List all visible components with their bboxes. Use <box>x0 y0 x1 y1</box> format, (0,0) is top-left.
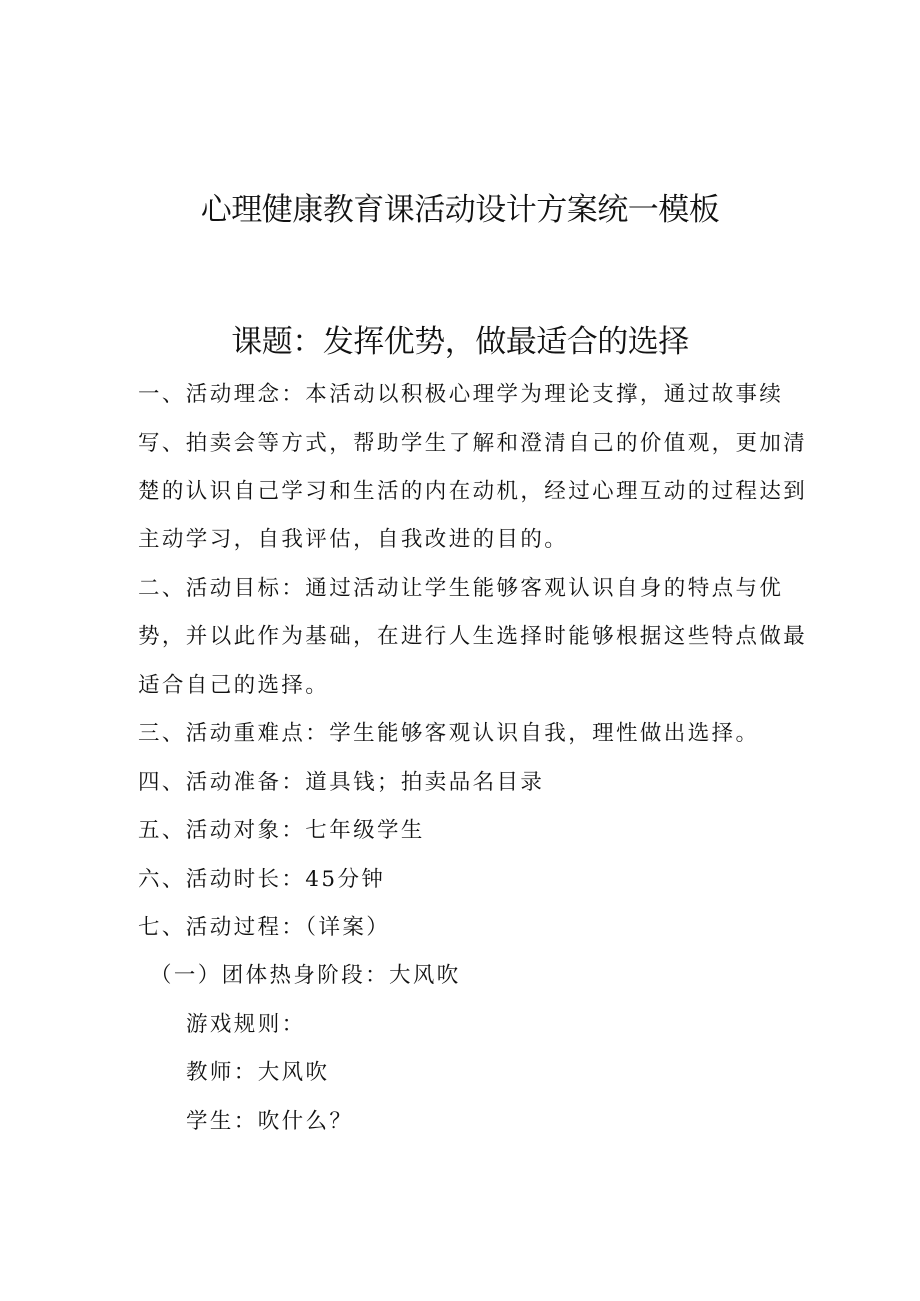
paragraph-line: 写、拍卖会等方式，帮助学生了解和澄清自己的价值观，更加清 <box>138 431 808 456</box>
paragraph-line: 学生：吹什么？ <box>186 1109 354 1134</box>
paragraph-line: 四、活动准备：道具钱；拍卖品名目录 <box>138 770 545 795</box>
paragraph-line: 游戏规则： <box>186 1012 306 1037</box>
subsection-heading: （一）团体热身阶段：大风吹 <box>150 963 461 988</box>
subject-title: 课题：发挥优势，做最适合的选择 <box>231 324 689 360</box>
paragraph-line: 楚的认识自己学习和生活的内在动机，经过心理互动的过程达到 <box>138 479 808 504</box>
paragraph-line: 一、活动理念：本活动以积极心理学为理论支撑，通过故事续 <box>138 382 784 407</box>
paragraph-line: 教师：大风吹 <box>186 1060 330 1085</box>
paragraph-line: 五、活动对象：七年级学生 <box>138 818 425 843</box>
paragraph-line: 三、活动重难点：学生能够客观认识自我，理性做出选择。 <box>138 721 760 746</box>
paragraph-line: 适合自己的选择。 <box>138 673 330 698</box>
paragraph-line: 势，并以此作为基础，在进行人生选择时能够根据这些特点做最 <box>138 624 808 649</box>
document-title: 心理健康教育课活动设计方案统一模板 <box>200 192 720 228</box>
paragraph-line: 主动学习，自我评估，自我改进的目的。 <box>138 527 569 552</box>
paragraph-line: 六、活动时长：45分钟 <box>138 867 386 892</box>
paragraph-line: 二、活动目标：通过活动让学生能够客观认识自身的特点与优 <box>138 576 784 601</box>
paragraph-line: 七、活动过程：（详案） <box>138 915 391 940</box>
